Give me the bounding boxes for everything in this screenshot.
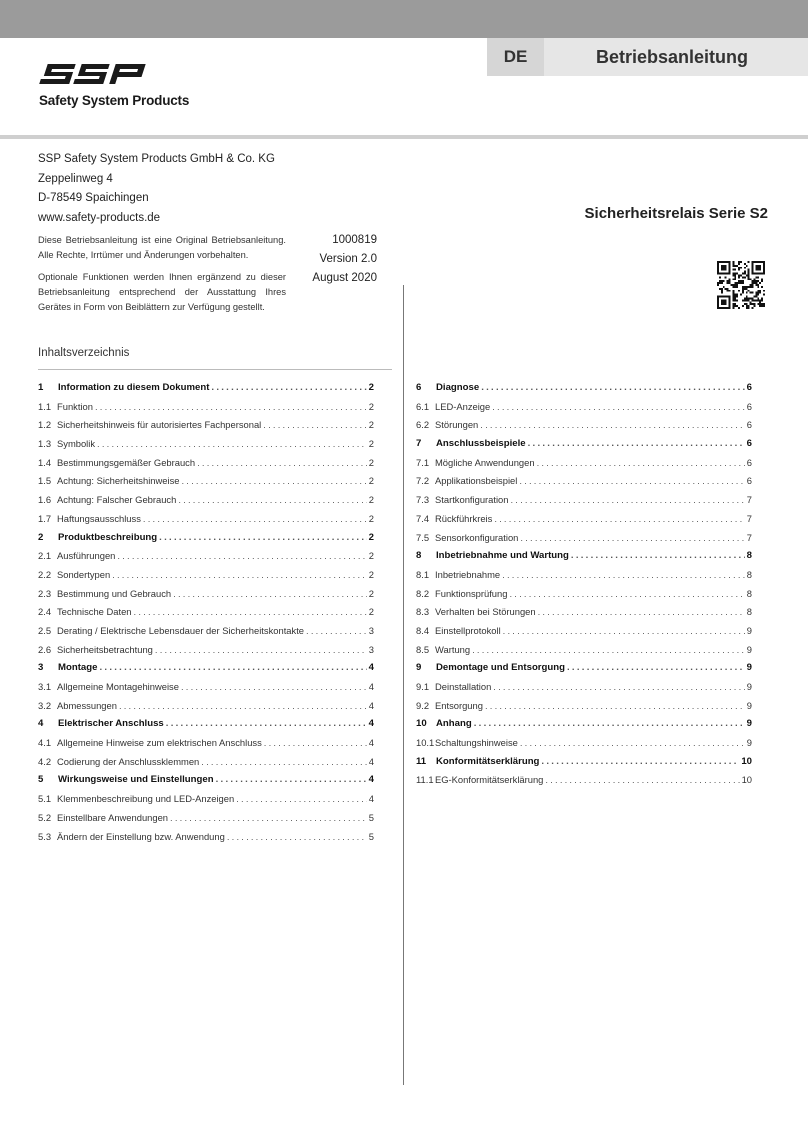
toc-dot-leader	[571, 547, 745, 566]
toc-subsection-entry[interactable]	[38, 472, 374, 491]
toc-entry-number: 3	[38, 662, 44, 674]
toc-entry-number: 7.1	[416, 456, 430, 468]
toc-entry-number: 8	[416, 550, 422, 562]
toc-entry-title: Applikationsbeispiel	[435, 475, 518, 487]
toc-entry-number: 5	[38, 774, 44, 786]
document-number: 1000819	[332, 234, 377, 246]
company-address	[38, 150, 275, 228]
toc-entry-title: Sondertypen	[57, 568, 111, 580]
toc-entry-number: 8.3	[416, 606, 430, 618]
toc-entry-title: Schaltungshinweise	[435, 737, 518, 749]
toc-entry-number: 3.1	[38, 681, 52, 692]
toc-subsection-entry[interactable]	[38, 416, 374, 435]
toc-entry-number: 5.3	[38, 830, 52, 842]
toc-entry-title: Allgemeine Hinweise zum elektrischen Anschluss	[57, 737, 262, 749]
toc-dot-leader	[170, 809, 367, 828]
toc-entry-title: Sicherheitshinweis für autorisiertes Fachpersonal	[57, 419, 262, 431]
toc-entry-page: 9	[746, 662, 752, 674]
toc-entry-title: Funktion	[57, 400, 93, 412]
toc-dot-leader	[492, 398, 745, 417]
document-version: Version 2.0	[319, 253, 377, 265]
toc-dot-leader	[472, 641, 745, 660]
toc-subsection-entry[interactable]	[416, 566, 752, 585]
toc-entry-page: 6	[746, 456, 752, 468]
toc-entry-title: Diagnose	[436, 382, 480, 393]
toc-entry-page: 2	[368, 456, 374, 468]
toc-section-entry[interactable]	[416, 715, 752, 734]
toc-dot-leader	[519, 472, 744, 491]
toc-dot-leader	[494, 510, 744, 529]
toc-entry-page: 5	[368, 830, 374, 842]
toc-entry-title: Entsorgung	[435, 699, 483, 711]
toc-entry-number: 7	[416, 438, 422, 450]
toc-entry-page: 5	[368, 811, 374, 823]
toc-dot-leader	[97, 435, 367, 454]
toc-subsection-entry[interactable]	[38, 510, 374, 529]
toc-entry-title: Sicherheitsbetrachtung	[57, 643, 153, 655]
toc-subsection-entry[interactable]	[416, 491, 752, 510]
toc-dot-leader	[502, 566, 745, 585]
toc-entry-page: 6	[746, 438, 752, 450]
company-website-link[interactable]: www.safety-products.de	[38, 211, 161, 224]
product-title: Sicherheitsrelais Serie S2	[584, 205, 768, 222]
toc-entry-title: Wartung	[435, 643, 471, 655]
toc-entry-title: Anhang	[436, 718, 472, 730]
toc-entry-number: 1.6	[38, 494, 52, 506]
toc-entry-number: 8.1	[416, 568, 430, 580]
toc-right-column	[416, 379, 752, 790]
toc-entry-number: 4	[38, 718, 44, 730]
toc-entry-page: 4	[368, 662, 374, 674]
toc-section-entry[interactable]	[38, 529, 374, 548]
toc-subsection-entry[interactable]	[38, 678, 374, 697]
toc-entry-number: 10.1	[416, 737, 435, 749]
toc-entry-title: Einstellbare Anwendungen	[57, 811, 169, 823]
toc-entry-page: 2	[368, 494, 374, 506]
toc-entry-number: 6.1	[416, 400, 430, 412]
toc-subsection-entry[interactable]	[416, 622, 752, 641]
toc-entry-page: 9	[746, 624, 752, 636]
toc-entry-number: 7.4	[416, 512, 430, 524]
toc-entry-page: 4	[368, 718, 374, 730]
toc-dot-leader	[119, 697, 367, 716]
toc-dot-leader	[520, 734, 745, 753]
toc-entry-title: Achtung: Falscher Gebrauch	[57, 494, 177, 506]
toc-entry-page: 2	[368, 400, 374, 412]
toc-entry-page: 4	[368, 699, 374, 711]
toc-entry-page: 7	[746, 494, 752, 506]
toc-dot-leader	[227, 828, 367, 847]
toc-entry-number: 1	[38, 382, 44, 393]
toc-entry-title: Mögliche Anwendungen	[435, 456, 535, 468]
toc-dot-leader	[155, 641, 367, 660]
toc-subsection-entry[interactable]	[38, 622, 374, 641]
toc-dot-leader	[474, 715, 745, 734]
toc-divider	[38, 369, 392, 370]
toc-entry-title: Inbetriebnahme und Wartung	[436, 550, 569, 562]
toc-entry-title: Information zu diesem Dokument	[58, 382, 210, 393]
toc-subsection-entry[interactable]	[416, 603, 752, 622]
toc-entry-page: 8	[746, 587, 752, 599]
toc-entry-title: Codierung der Anschlussklemmen	[57, 755, 200, 767]
toc-dot-leader	[545, 771, 739, 790]
column-divider	[403, 285, 404, 1085]
toc-subsection-entry[interactable]	[416, 641, 752, 660]
toc-dot-leader	[493, 678, 744, 697]
toc-subsection-entry[interactable]	[38, 547, 374, 566]
toc-entry-page: 4	[368, 774, 374, 786]
toc-entry-page: 6	[746, 475, 752, 487]
toc-dot-leader	[263, 416, 367, 435]
company-street: Zeppelinweg 4	[38, 172, 113, 185]
toc-section-entry[interactable]	[38, 771, 374, 790]
toc-entry-page: 2	[368, 512, 374, 524]
toc-entry-page: 9	[746, 718, 752, 730]
toc-subsection-entry[interactable]	[416, 472, 752, 491]
toc-entry-page: 7	[746, 531, 752, 543]
toc-dot-leader	[143, 510, 367, 529]
toc-entry-number: 4.2	[38, 755, 52, 767]
toc-entry-number: 2.4	[38, 606, 52, 618]
toc-entry-title: Ausführungen	[57, 550, 116, 562]
toc-dot-leader	[112, 566, 367, 585]
toc-entry-title: Demontage und Entsorgung	[436, 662, 565, 674]
toc-entry-page: 4	[368, 793, 374, 805]
toc-entry-number: 5.1	[38, 793, 52, 805]
toc-entry-number: 2.5	[38, 624, 52, 636]
notice-original: Diese Betriebsanleitung ist eine Original Betriebsanleitung. Alle Rechte, Irrtümer und Änderungen vorbehalten.	[38, 235, 286, 260]
toc-section-entry[interactable]	[38, 715, 374, 734]
toc-section-entry[interactable]	[38, 659, 374, 678]
toc-dot-leader	[485, 697, 745, 716]
notice-optional: Optionale Funktionen werden Ihnen ergänzend zu dieser Betriebsanleitung entsprechend der Ausstattung Ihres Gerätes in Form von Beiblättern zur Verfügung gestellt.	[38, 272, 286, 312]
toc-entry-page: 9	[746, 681, 752, 692]
toc-section-entry[interactable]	[38, 379, 374, 398]
toc-entry-page: 4	[368, 755, 374, 767]
toc-entry-page: 2	[368, 606, 374, 618]
toc-dot-leader	[99, 659, 366, 678]
toc-dot-leader	[537, 454, 745, 473]
toc-subsection-entry[interactable]	[38, 454, 374, 473]
toc-entry-number: 1.7	[38, 512, 52, 524]
toc-dot-leader	[216, 771, 367, 790]
toc-entry-number: 10	[416, 718, 427, 730]
toc-section-entry[interactable]	[416, 753, 752, 772]
toc-dot-leader	[528, 435, 745, 454]
toc-entry-page: 8	[746, 550, 752, 562]
toc-subsection-entry[interactable]	[38, 435, 374, 454]
toc-entry-number: 7.5	[416, 531, 430, 543]
toc-entry-title: Einstellprotokoll	[435, 624, 501, 636]
toc-section-entry[interactable]	[416, 547, 752, 566]
toc-entry-number: 2.3	[38, 587, 52, 599]
toc-entry-page: 2	[368, 531, 374, 543]
language-tag: DE	[487, 38, 544, 76]
toc-entry-number: 1.1	[38, 400, 52, 412]
toc-dot-leader	[181, 678, 367, 697]
toc-entry-page: 2	[368, 550, 374, 562]
toc-entry-number: 9.1	[416, 681, 430, 692]
toc-dot-leader	[510, 491, 744, 510]
toc-subsection-entry[interactable]	[416, 529, 752, 548]
toc-dot-leader	[567, 659, 745, 678]
document-date: August 2020	[312, 272, 377, 284]
toc-subsection-entry[interactable]	[38, 398, 374, 417]
toc-dot-leader	[541, 753, 739, 772]
toc-entry-title: Allgemeine Montagehinweise	[57, 681, 179, 692]
toc-entry-page: 2	[368, 568, 374, 580]
toc-entry-number: 8.2	[416, 587, 430, 599]
toc-entry-page: 2	[368, 475, 374, 487]
toc-entry-title: Sensorkonfiguration	[435, 531, 519, 543]
toc-subsection-entry[interactable]	[416, 398, 752, 417]
notice-text	[38, 233, 286, 315]
toc-subsection-entry[interactable]	[416, 454, 752, 473]
top-bar	[0, 0, 808, 38]
toc-entry-number: 1.5	[38, 475, 52, 487]
toc-entry-number: 6	[416, 382, 422, 393]
ssp-logo	[38, 60, 190, 112]
toc-dot-leader	[481, 379, 744, 398]
toc-entry-title: Technische Daten	[57, 606, 132, 618]
toc-entry-title: Anschlussbeispiele	[436, 438, 526, 450]
toc-dot-leader	[197, 454, 367, 473]
toc-section-entry[interactable]	[416, 435, 752, 454]
toc-entry-number: 5.2	[38, 811, 52, 823]
toc-entry-number: 11.1	[416, 774, 434, 786]
toc-entry-number: 2.6	[38, 643, 52, 655]
toc-entry-title: Verhalten bei Störungen	[435, 606, 536, 618]
toc-entry-page: 2	[368, 438, 374, 450]
toc-subsection-entry[interactable]	[38, 641, 374, 660]
toc-entry-title: Achtung: Sicherheitshinweise	[57, 475, 180, 487]
toc-entry-number: 2	[38, 531, 44, 543]
toc-dot-leader	[166, 715, 367, 734]
toc-entry-number: 6.2	[416, 419, 430, 431]
toc-entry-title: Abmessungen	[57, 699, 117, 711]
toc-dot-leader	[538, 603, 745, 622]
toc-subsection-entry[interactable]	[38, 790, 374, 809]
toc-subsection-entry[interactable]	[38, 566, 374, 585]
toc-subsection-entry[interactable]	[38, 585, 374, 604]
toc-entry-page: 9	[746, 699, 752, 711]
toc-entry-page: 6	[746, 400, 752, 412]
toc-dot-leader	[134, 603, 367, 622]
toc-entry-title: Haftungsausschluss	[57, 512, 141, 524]
toc-entry-number: 7.3	[416, 494, 430, 506]
toc-entry-page: 4	[368, 681, 374, 692]
toc-entry-number: 2.2	[38, 568, 52, 580]
toc-dot-leader	[173, 585, 367, 604]
toc-entry-title: Bestimmungsgemäßer Gebrauch	[57, 456, 196, 468]
toc-entry-title: Bestimmung und Gebrauch	[57, 587, 172, 599]
toc-entry-number: 2.1	[38, 550, 52, 562]
toc-dot-leader	[520, 529, 744, 548]
toc-entry-page: 6	[746, 419, 752, 431]
toc-subsection-entry[interactable]	[416, 771, 752, 790]
toc-dot-leader	[264, 734, 367, 753]
toc-entry-number: 8.4	[416, 624, 430, 636]
toc-entry-page: 6	[746, 382, 752, 393]
toc-subsection-entry[interactable]	[38, 491, 374, 510]
company-city: D-78549 Spaichingen	[38, 192, 149, 204]
toc-section-entry[interactable]	[416, 659, 752, 678]
toc-entry-number: 7.2	[416, 475, 430, 487]
toc-entry-title: Produktbeschreibung	[58, 531, 158, 543]
toc-dot-leader	[503, 622, 745, 641]
toc-dot-leader	[181, 472, 366, 491]
toc-entry-title: Funktionsprüfung	[435, 587, 508, 599]
toc-heading: Inhaltsverzeichnis	[38, 347, 130, 359]
toc-subsection-entry[interactable]	[416, 510, 752, 529]
header-divider	[0, 135, 808, 139]
toc-entry-page: 10	[741, 774, 752, 786]
toc-entry-number: 1.4	[38, 456, 52, 468]
toc-dot-leader	[236, 790, 367, 809]
toc-section-entry[interactable]	[416, 379, 752, 398]
toc-entry-page: 3	[368, 643, 374, 655]
toc-subsection-entry[interactable]	[38, 603, 374, 622]
toc-dot-leader	[178, 491, 366, 510]
toc-subsection-entry[interactable]	[416, 585, 752, 604]
toc-subsection-entry[interactable]	[416, 678, 752, 697]
document-type-title: Betriebsanleitung	[544, 38, 808, 76]
toc-entry-page: 9	[746, 737, 752, 749]
toc-entry-number: 9	[416, 662, 422, 674]
toc-entry-title: Klemmenbeschreibung und LED-Anzeigen	[57, 793, 235, 805]
toc-entry-page: 2	[368, 419, 374, 431]
toc-dot-leader	[211, 379, 366, 398]
toc-entry-title: Deinstallation	[435, 681, 492, 692]
toc-entry-title: Startkonfiguration	[435, 494, 509, 506]
toc-entry-number: 3.2	[38, 699, 52, 711]
toc-dot-leader	[509, 585, 744, 604]
toc-entry-page: 8	[746, 568, 752, 580]
ssp-logo-icon	[38, 60, 148, 88]
toc-entry-page: 3	[368, 624, 374, 636]
toc-dot-leader	[201, 753, 367, 772]
toc-dot-leader	[480, 416, 745, 435]
toc-entry-title: Ändern der Einstellung bzw. Anwendung	[57, 830, 225, 842]
toc-entry-title: EG-Konformitätserklärung	[435, 774, 544, 786]
toc-entry-title: LED-Anzeige	[435, 400, 491, 412]
toc-entry-title: Derating / Elektrische Lebensdauer der Sicherheitskontakte	[57, 624, 305, 636]
toc-entry-title: Rückführkreis	[435, 512, 493, 524]
toc-entry-title: Symbolik	[57, 438, 96, 450]
toc-dot-leader	[159, 529, 367, 548]
toc-entry-number: 1.3	[38, 438, 52, 450]
toc-subsection-entry[interactable]	[416, 734, 752, 753]
toc-entry-page: 4	[368, 737, 374, 749]
toc-entry-title: Elektrischer Anschluss	[58, 718, 164, 730]
toc-entry-number: 11	[416, 755, 427, 767]
toc-entry-number: 8.5	[416, 643, 430, 655]
toc-entry-page: 7	[746, 512, 752, 524]
toc-entry-title: Montage	[58, 662, 98, 674]
toc-subsection-entry[interactable]	[38, 697, 374, 716]
toc-entry-title: Wirkungsweise und Einstellungen	[58, 774, 214, 786]
toc-dot-leader	[117, 547, 366, 566]
toc-entry-number: 9.2	[416, 699, 430, 711]
toc-subsection-entry[interactable]	[416, 697, 752, 716]
toc-entry-title: Konformitätserklärung	[436, 755, 540, 767]
toc-entry-page: 10	[741, 755, 752, 767]
toc-entry-page: 2	[368, 587, 374, 599]
toc-subsection-entry[interactable]	[416, 416, 752, 435]
qr-code-icon	[717, 261, 765, 309]
toc-subsection-entry[interactable]	[38, 753, 374, 772]
toc-subsection-entry[interactable]	[38, 734, 374, 753]
toc-left-column	[38, 379, 374, 846]
document-info	[290, 231, 377, 288]
toc-entry-title: Inbetriebnahme	[435, 568, 501, 580]
toc-dot-leader	[306, 622, 367, 641]
company-name: SSP Safety System Products GmbH & Co. KG	[38, 153, 275, 165]
toc-entry-page: 8	[746, 606, 752, 618]
toc-entry-number: 1.2	[38, 419, 52, 431]
toc-entry-page: 9	[746, 643, 752, 655]
toc-entry-page: 2	[368, 382, 374, 393]
toc-subsection-entry[interactable]	[38, 828, 374, 847]
toc-dot-leader	[95, 398, 367, 417]
toc-entry-number: 4.1	[38, 737, 52, 749]
logo-subtitle: Safety System Products	[39, 93, 190, 108]
toc-subsection-entry[interactable]	[38, 809, 374, 828]
toc-entry-title: Störungen	[435, 419, 479, 431]
